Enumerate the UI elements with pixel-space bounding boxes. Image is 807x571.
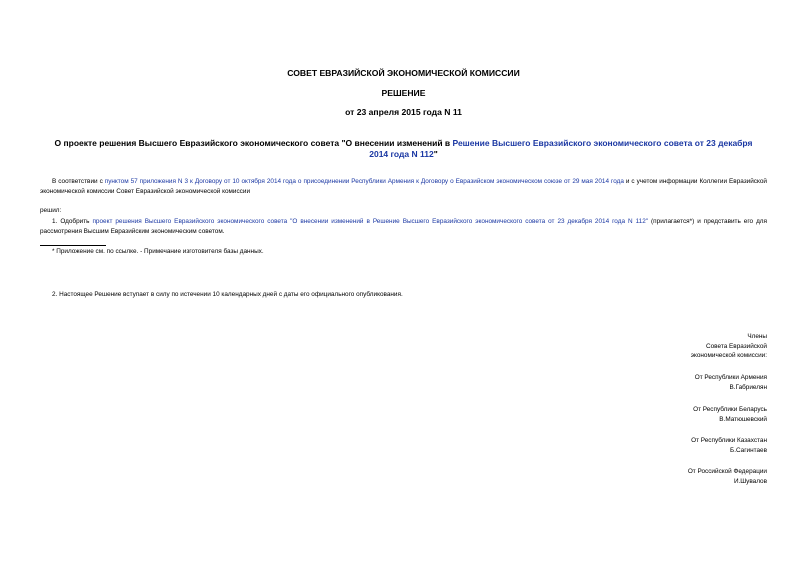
preamble-text-start: В соответствии с — [52, 178, 105, 185]
document-type-heading: РЕШЕНИЕ — [381, 88, 426, 98]
signature-country: От Российской Федерации — [687, 468, 767, 475]
signature-country: От Республики Беларусь — [693, 406, 767, 413]
signature-line: Совета Евразийской — [706, 342, 767, 350]
draft-decision-link[interactable]: проект решения Высшего Евразийского экономического совета "О внесении изменений в Решение Высшего Евразийского экономического совета от 23 декабря 2014 года N 112" — [92, 218, 649, 225]
footnote: * Приложение см. по ссылке. - Примечание изготовителя базы данных. — [52, 248, 264, 255]
signature-russia — [688, 467, 767, 486]
treaty-link[interactable]: пунктом 57 приложения N 3 к Договору от 10 октября 2014 года о присоединении Республики Армения к Договору о Евразийском экономическом союзе от 29 мая 2014 года — [104, 178, 624, 185]
clause-2-paragraph: 2. Настоящее Решение вступает в силу по истечении 10 календарных дней с даты его официального опубликования. — [52, 291, 403, 298]
document-date-number: от 23 апреля 2015 года N 11 — [345, 107, 462, 117]
organization-heading: СОВЕТ ЕВРАЗИЙСКОЙ ЭКОНОМИЧЕСКОЙ КОМИССИИ — [287, 68, 520, 78]
signature-armenia — [695, 373, 767, 392]
title-suffix: " — [433, 149, 438, 159]
clause-1-text-start: 1. Одобрить — [52, 218, 93, 225]
signature-kazakhstan — [691, 436, 767, 455]
signature-name: Б.Сагинтаев — [730, 446, 767, 454]
title-link[interactable]: Решение Высшего Евразийского экономического совета от 23 декабря 2014 года N 112 — [369, 138, 753, 159]
signature-country: От Республики Армения — [694, 374, 767, 381]
signature-name: И.Шувалов — [733, 477, 767, 485]
signature-line: экономической комиссии: — [690, 352, 767, 359]
document-title — [46, 138, 761, 160]
signature-name: В.Габриелян — [729, 383, 767, 391]
preamble-text-end: и с учетом информации Коллегии Евразийской экономической комиссии Совет Евразийской экономической комиссии — [40, 178, 767, 195]
footnote-divider — [40, 245, 106, 246]
resolved-label: решил: — [40, 207, 62, 214]
clause-1-text-end: (прилагается*) и представить его для рассмотрения Высшим Евразийским экономическим советом. — [40, 218, 767, 235]
clause-1-paragraph — [40, 217, 767, 236]
signature-belarus — [693, 405, 767, 424]
signature-country: От Республики Казахстан — [691, 437, 767, 444]
signature-line: Члены — [747, 333, 767, 340]
signature-block-members — [691, 332, 767, 361]
signature-name: В.Матюшевский — [719, 415, 767, 423]
title-text: О проекте решения Высшего Евразийского экономического совета "О внесении изменений в — [54, 138, 453, 148]
preamble-paragraph — [40, 177, 767, 196]
